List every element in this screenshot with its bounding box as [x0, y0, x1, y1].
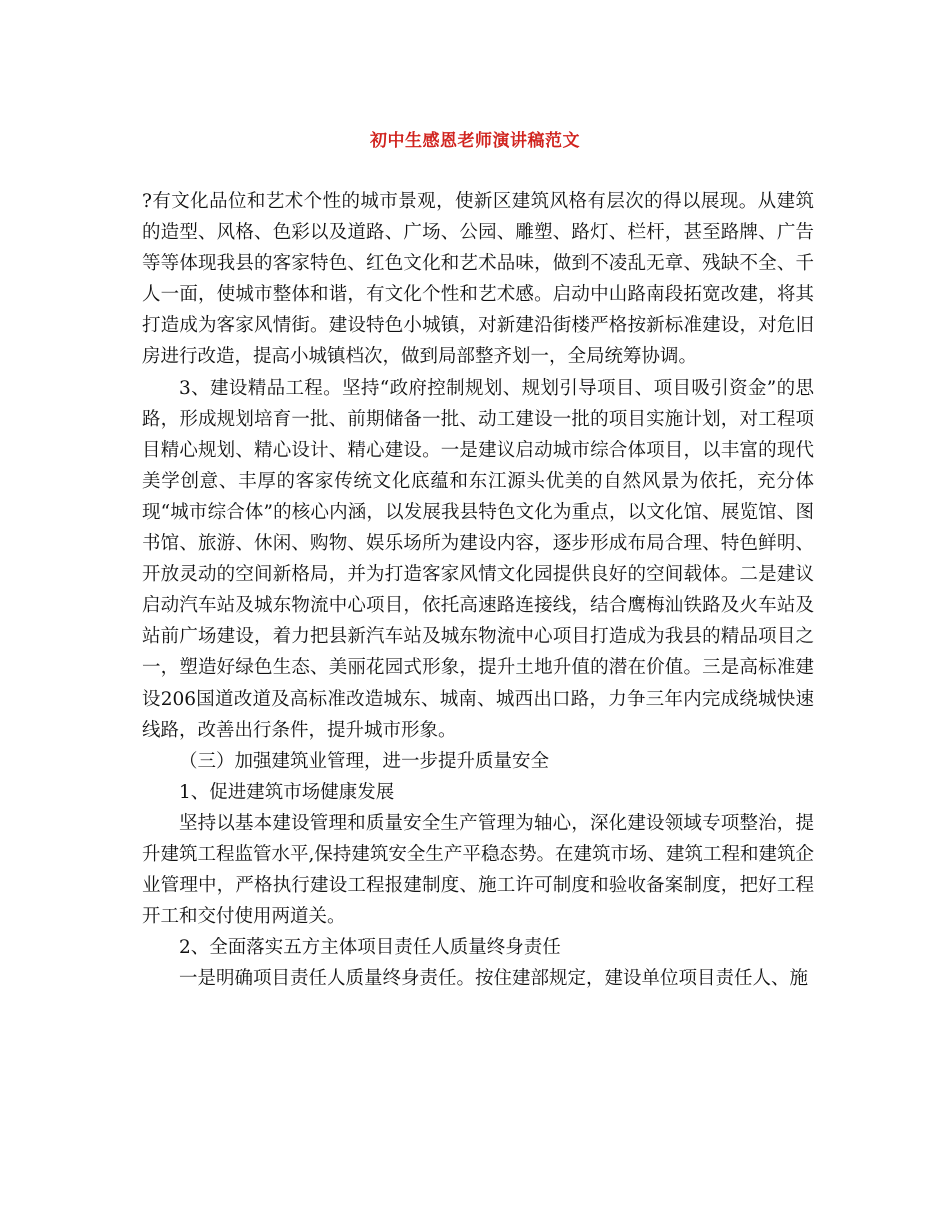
paragraph-3: 坚持以基本建设管理和质量安全生产管理为轴心，深化建设领域专项整治，提升建筑工程监管水平,保持建筑安全生产平稳态势。在建筑市场、建筑工程和建筑企业管理中，严格执行建设工程报建制度、施工许可制度和验收备案制度，把好工程开工和交付使用两道关。 — [142, 812, 814, 928]
document-title: 初中生感恩老师演讲稿范文 — [370, 131, 580, 151]
document-body — [142, 186, 814, 994]
paragraph-1: ?有文化品位和艺术个性的城市景观，使新区建筑风格有层次的得以展现。从建筑的造型、风格、色彩以及道路、广场、公园、雕塑、路灯、栏杆，甚至路牌、广告等等体现我县的客家特色、红色文化和艺术品味，做到不凌乱无章、残缺不全、千人一面，使城市整体和谐，有文化个性和艺术感。启动中山路南段拓宽改建，将其打造成为客家风情街。建设特色小城镇，对新建沿街楼严格按新标准建设，对危旧房进行改造，提高小城镇档次，做到局部整齐划一，全局统筹协调。 — [142, 191, 814, 368]
paragraph-4: 一是明确项目责任人质量终身责任。按住建部规定，建设单位项目责任人、施 — [179, 968, 809, 990]
subsection-heading-1: 1、促进建筑市场健康发展 — [179, 781, 395, 803]
paragraph-2: 3、建设精品工程。坚持“政府控制规划、规划引导项目、项目吸引资金”的思路，形成规划培育一批、前期储备一批、动工建设一批的项目实施计划，对工程项目精心规划、精心设计、精心建设。一是建议启动城市综合体项目，以丰富的现代美学创意、丰厚的客家传统文化底蕴和东江源头优美的自然风景为依托，充分体现“城市综合体”的核心内涵，以发展我县特色文化为重点，以文化馆、展览馆、图书馆、旅游、休闲、购物、娱乐场所为建设内容，逐步形成布局合理、特色鲜明、开放灵动的空间新格局，并为打造客家风情文化园提供良好的空间载体。二是建议启动汽车站及城东物流中心项目，依托高速路连接线，结合鹰梅汕铁路及火车站及站前广场建设，着力把县新汽车站及城东物流中心项目打造成为我县的精品项目之一，塑造好绿色生态、美丽花园式形象，提升土地升值的潜在价值。三是高标准建设206国道改道及高标准改造城东、城南、城西出口路，力争三年内完成绕城快速线路，改善出行条件，提升城市形象。 — [142, 377, 814, 741]
section-heading: （三）加强建筑业管理，进一步提升质量安全 — [179, 750, 550, 772]
subsection-heading-2: 2、全面落实五方主体项目责任人质量终身责任 — [179, 937, 561, 959]
